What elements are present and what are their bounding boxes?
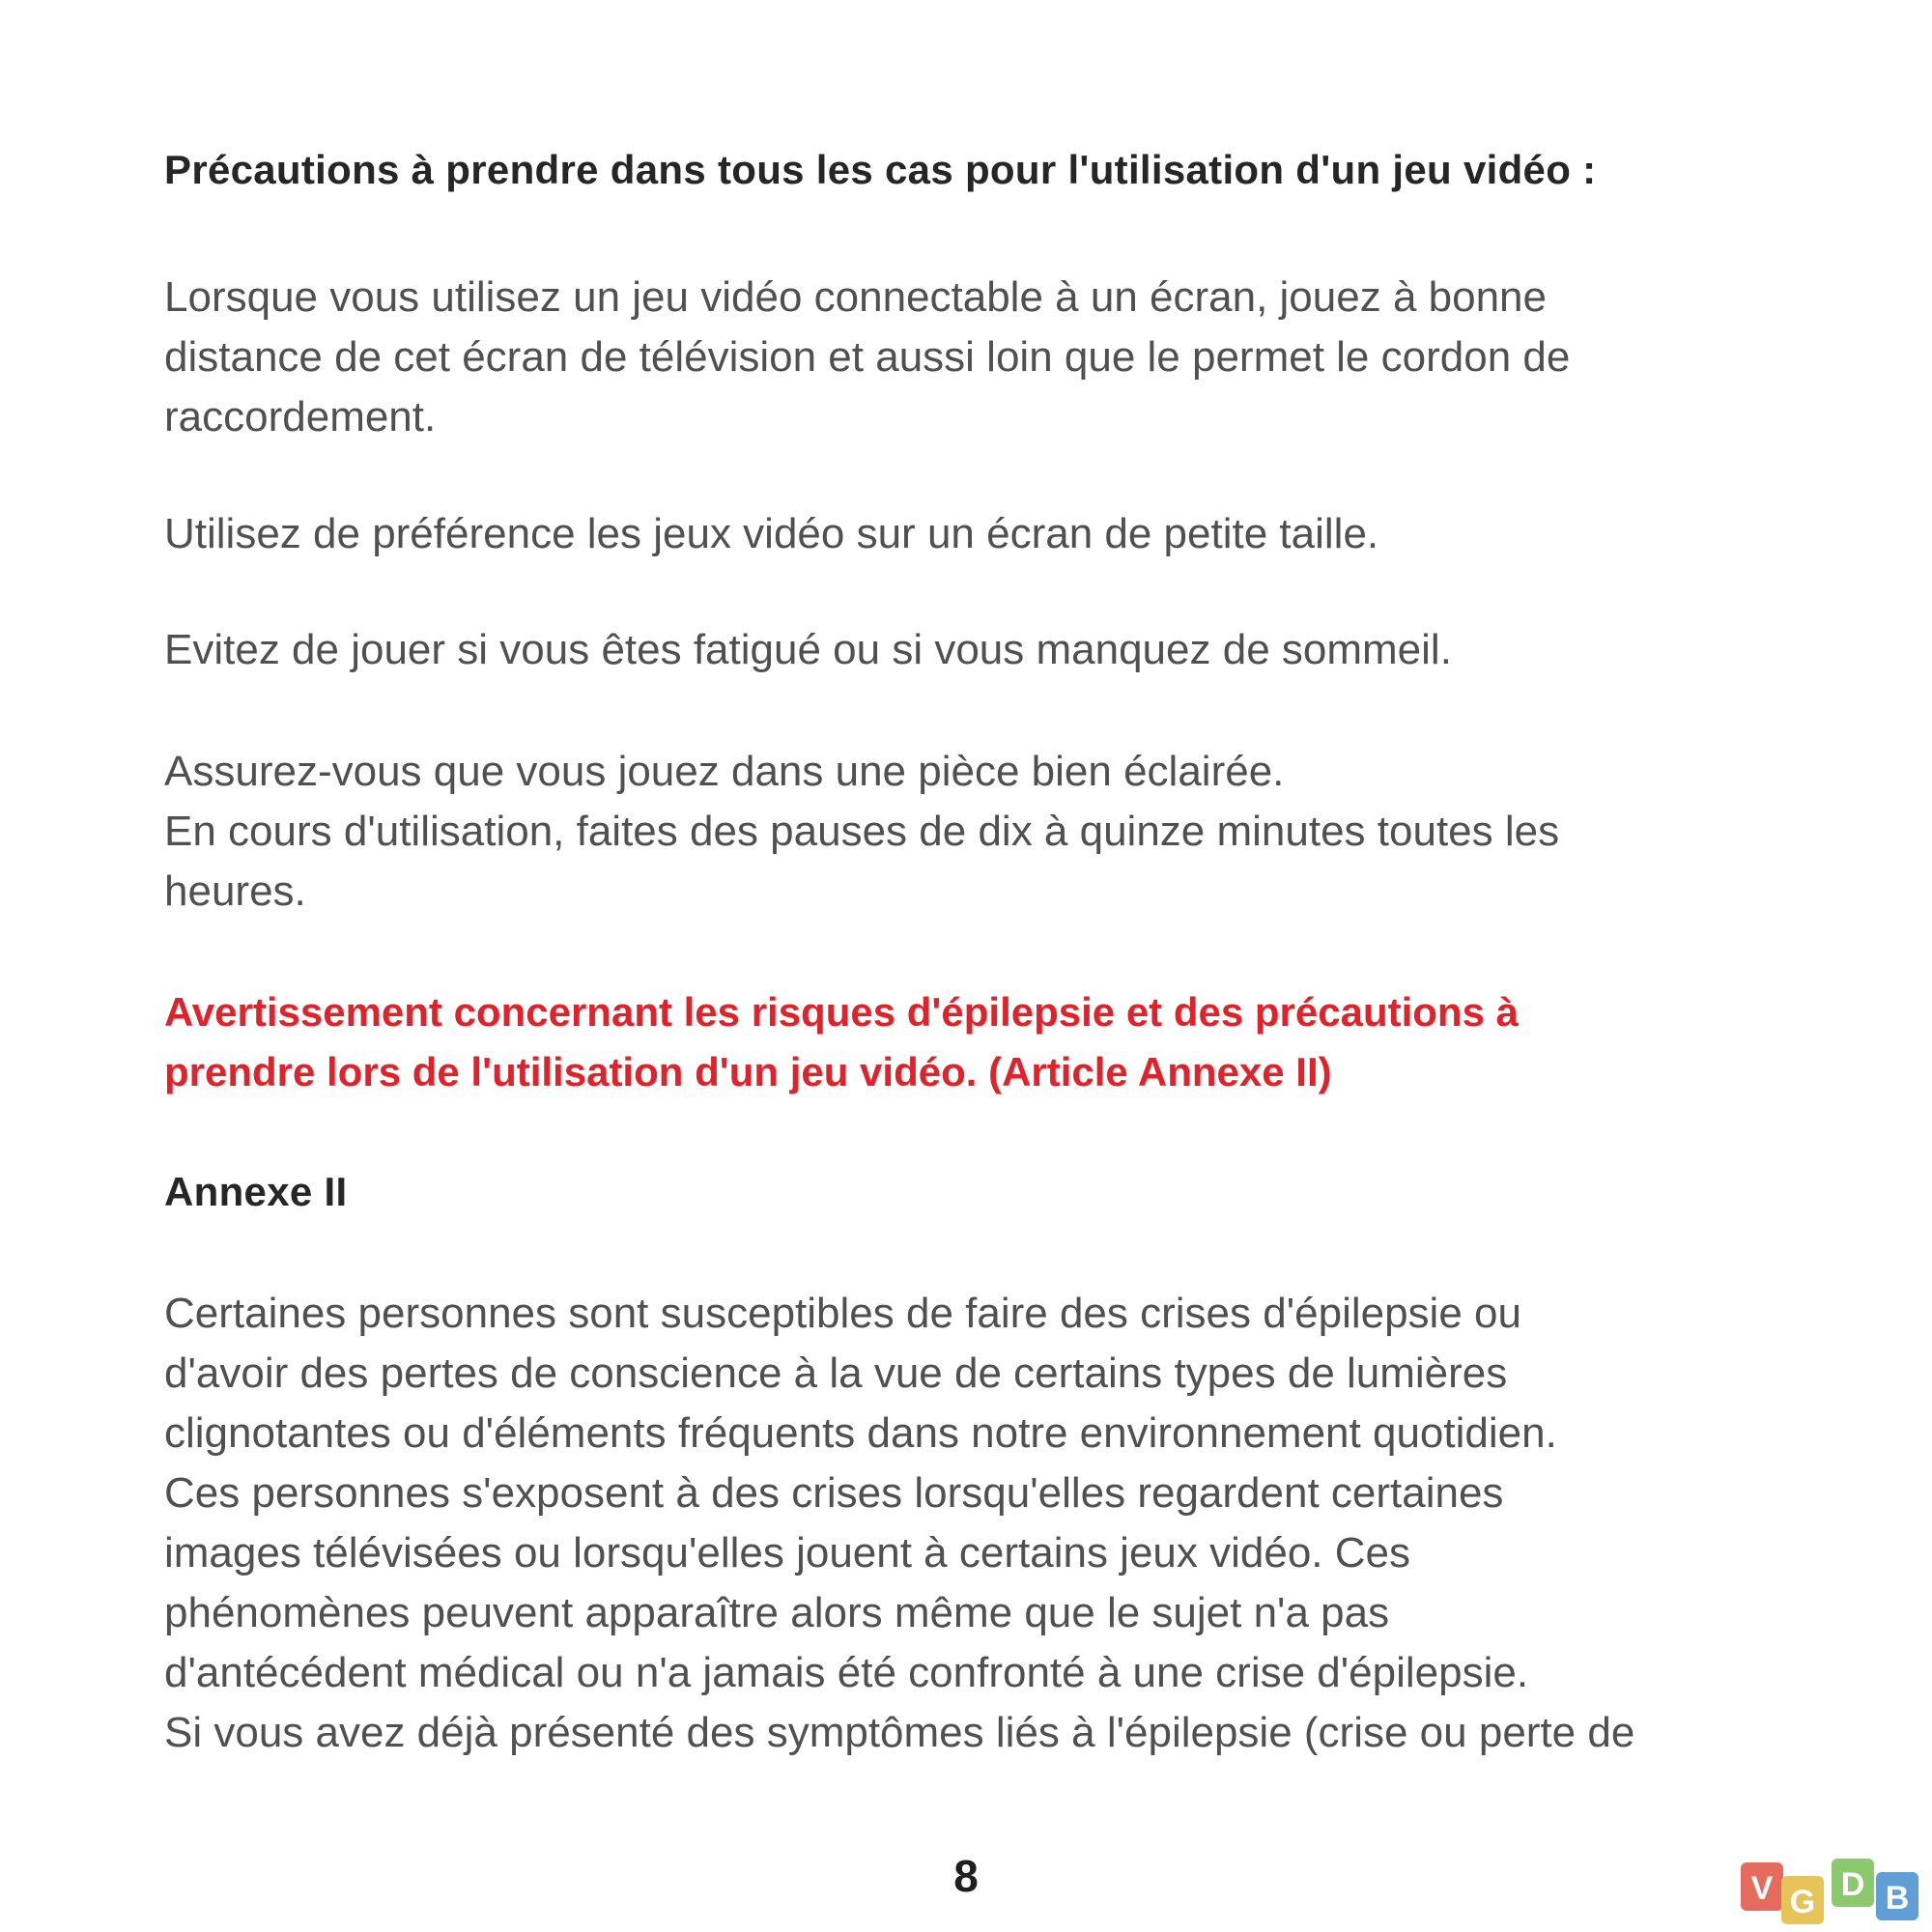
paragraph-distance: Lorsque vous utilisez un jeu vidéo connectable à un écran, jouez à bonne distance de cet écran de télévision et aussi loin que le permet le cordon de raccordement.: [164, 273, 1571, 440]
vgdb-logo-v: [1741, 1862, 1783, 1911]
paragraph-fatigue: Evitez de jouer si vous êtes fatigué ou si vous manquez de sommeil.: [164, 626, 1452, 673]
precautions-heading: Précautions à prendre dans tous les cas pour l'utilisation d'un jeu vidéo :: [164, 147, 1597, 192]
vgdb-logo-g: [1781, 1876, 1824, 1924]
epilepsy-warning-heading: Avertissement concernant les risques d'épilepsie et des précautions à prendre lors de l'utilisation d'un jeu vidéo. (Article Annexe II): [164, 989, 1519, 1094]
vgdb-watermark-logo: [1739, 1855, 1928, 1928]
annex-heading: Annexe II: [164, 1169, 348, 1214]
vgdb-logo-b: [1876, 1872, 1918, 1920]
svg-text:B: B: [1885, 1880, 1910, 1917]
document-page: [164, 0, 1806, 1932]
svg-text:D: D: [1840, 1866, 1865, 1903]
paragraph-lighting-breaks: Assurez-vous que vous jouez dans une pièce bien éclairée. En cours d'utilisation, faites des pauses de dix à quinze minutes toutes les heures.: [164, 748, 1560, 915]
page-number: 8: [953, 1851, 979, 1901]
svg-text:G: G: [1789, 1884, 1816, 1920]
svg-text:V: V: [1750, 1870, 1774, 1907]
paragraph-small-screen: Utilisez de préférence les jeux vidéo sur un écran de petite taille.: [164, 510, 1379, 557]
paragraph-epilepsy-info: Certaines personnes sont susceptibles de faire des crises d'épilepsie ou d'avoir des pertes de conscience à la vue de certains types de lumières clignotantes ou d'éléments fréquents dans notre environnement quotidien. Ces personnes s'exposent à des crises lorsqu'elles regardent certaines images télévisées ou lorsqu'elles jouent à certains jeux vidéo. Ces phénomènes peuvent apparaître alors même que le sujet n'a pas d'antécédent médical ou n'a jamais été confronté à une crise d'épilepsie. Si vous avez déjà présenté des symptômes liés à l'épilepsie (crise ou perte de: [164, 1290, 1635, 1756]
vgdb-logo-d: [1832, 1859, 1874, 1907]
